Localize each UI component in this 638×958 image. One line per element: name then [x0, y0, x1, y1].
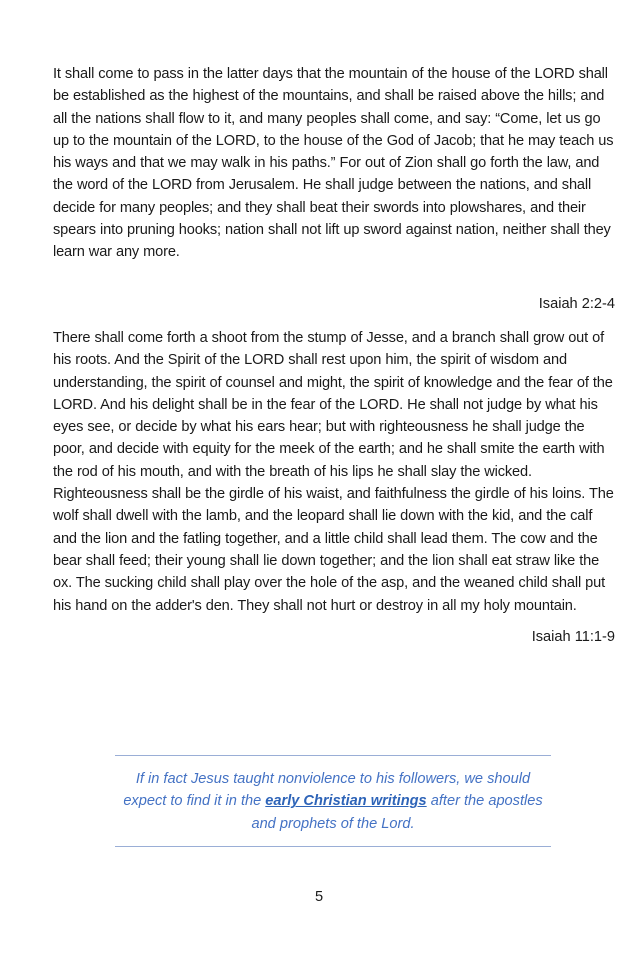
pull-quote-tail: after the apostles and prophets of the Lord.: [251, 793, 543, 832]
pull-quote-callout: [115, 755, 551, 847]
citation-isaiah-11: Isaiah 11:1-9: [531, 628, 615, 645]
scripture-passage-isaiah-11: There shall come forth a shoot from the stump of Jesse, and a branch shall grow out of his roots. And the Spirit of the LORD shall rest upon him, the spirit of wisdom and understanding, the spirit of counsel and might, the spirit of knowledge and the fear of the LORD. And his delight shall be in the fear of the LORD. He shall not judge by what his eyes see, or decide by what his ears hear; but with righteousness he shall judge the poor, and decide with equity for the meek of the earth; and he shall smite the earth with the rod of his mouth, and with the breath of his lips he shall slay the wicked. Righteousness shall be the girdle of his waist, and faithfulness the girdle of his loins. The wolf shall dwell with the lamb, and the leopard shall lie down with the kid, and the calf and the lion and the fatling together, and a little child shall lead them. The cow and the bear shall feed; their young shall lie down together; and the lion shall eat straw like the ox. The sucking child shall play over the hole of the asp, and the weaned child shall put his hand on the adder's den. They shall not hurt or destroy in all my holy mountain.: [53, 330, 614, 614]
page-number: 5: [314, 889, 324, 905]
pull-quote-lead: If in fact Jesus taught nonviolence to his followers, we should expect to find it in the: [123, 771, 531, 810]
pull-quote-text: [115, 768, 551, 835]
early-christian-writings-link[interactable]: early Christian writings: [265, 793, 427, 810]
page-body: [53, 63, 615, 648]
scripture-passage-isaiah-2: It shall come to pass in the latter days that the mountain of the house of the LORD shall be established as the highest of the mountains, and shall be raised above the hills; and all the nations shall flow to it, and many peoples shall come, and say: “Come, let us go up to the mountain of the LORD, to the house of the God of Jacob; that he may teach us his ways and that we may walk in his paths.” For out of Zion shall go forth the law, and the word of the LORD from Jerusalem. He shall judge between the nations, and shall decide for many peoples; and they shall beat their swords into plowshares, and their spears into pruning hooks; nation shall not lift up sword against nation, neither shall they learn war any more.: [53, 66, 614, 261]
citation-isaiah-2: Isaiah 2:2-4: [538, 296, 615, 312]
